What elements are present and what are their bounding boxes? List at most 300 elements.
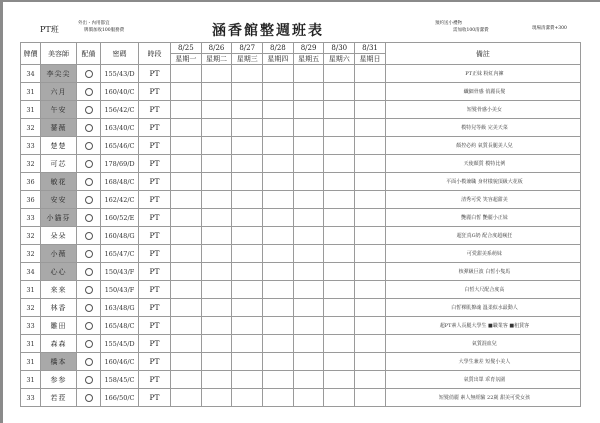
price-cell: 32: [21, 155, 41, 173]
price-cell: 33: [21, 209, 41, 227]
day-cell-sat[interactable]: [324, 173, 355, 191]
notes-cell: 超PT素人長腿大學生 ■職業客 ■租賃客: [385, 317, 580, 335]
day-cell-tue[interactable]: [201, 65, 232, 83]
stylist-name-cell: 六月: [41, 83, 77, 101]
day-cell-sun[interactable]: [355, 155, 386, 173]
day-cell-tue[interactable]: [201, 335, 232, 353]
day-cell-sat[interactable]: [324, 101, 355, 119]
day-cell-sun[interactable]: [355, 245, 386, 263]
equipment-cell: [77, 263, 101, 281]
day-cell-sun[interactable]: [355, 353, 386, 371]
price-cell: 31: [21, 353, 41, 371]
day-cell-sat[interactable]: [324, 317, 355, 335]
code-cell: 178/69/D: [101, 155, 139, 173]
day-cell-mon[interactable]: [171, 245, 202, 263]
day-cell-wed[interactable]: [232, 353, 263, 371]
timeslot-cell: PT: [139, 65, 171, 83]
day-cell-sat[interactable]: [324, 137, 355, 155]
stylist-name-cell: 楚楚: [41, 137, 77, 155]
table-row: [21, 191, 581, 209]
day-cell-fri[interactable]: [293, 65, 324, 83]
table-row: [21, 299, 581, 317]
day-cell-fri[interactable]: [293, 155, 324, 173]
day-cell-wed[interactable]: [232, 65, 263, 83]
timeslot-cell: PT: [139, 371, 171, 389]
table-row: [21, 137, 581, 155]
col-header-date: 8/31: [355, 43, 386, 54]
price-cell: 31: [21, 335, 41, 353]
notes-cell: 顏控必約 氣質長腿美人兒: [385, 137, 580, 155]
circle-icon: [85, 232, 93, 240]
col-header-code: 密碼: [101, 43, 139, 65]
circle-icon: [85, 124, 93, 132]
day-cell-thu[interactable]: [263, 209, 294, 227]
day-cell-tue[interactable]: [201, 317, 232, 335]
table-row: [21, 353, 581, 371]
day-cell-mon[interactable]: [171, 65, 202, 83]
price-cell: 34: [21, 65, 41, 83]
service-note-line1: 外出・內用都宜: [78, 21, 110, 26]
timeslot-cell: PT: [139, 245, 171, 263]
col-header-weekday: 星期六: [324, 54, 355, 65]
code-cell: 160/52/E: [101, 209, 139, 227]
day-cell-mon[interactable]: [171, 83, 202, 101]
day-cell-sun[interactable]: [355, 209, 386, 227]
day-cell-sun[interactable]: [355, 299, 386, 317]
day-cell-mon[interactable]: [171, 137, 202, 155]
equipment-cell: [77, 209, 101, 227]
day-cell-thu[interactable]: [263, 173, 294, 191]
equipment-cell: [77, 191, 101, 209]
timeslot-cell: PT: [139, 227, 171, 245]
table-row: [21, 65, 581, 83]
notes-cell: 平面小模兼職 身材樣貌頂級大花板: [385, 173, 580, 191]
day-cell-thu[interactable]: [263, 335, 294, 353]
col-header-date: 8/28: [263, 43, 294, 54]
col-header-notes: 備註: [385, 43, 580, 65]
day-cell-tue[interactable]: [201, 83, 232, 101]
price-cell: 32: [21, 299, 41, 317]
circle-icon: [85, 322, 93, 330]
day-cell-sun[interactable]: [355, 191, 386, 209]
day-cell-mon[interactable]: [171, 335, 202, 353]
circle-icon: [85, 160, 93, 168]
table-row: [21, 173, 581, 191]
table-row: [21, 335, 581, 353]
day-cell-thu[interactable]: [263, 191, 294, 209]
table-row: [21, 101, 581, 119]
code-cell: 160/46/C: [101, 353, 139, 371]
day-cell-sat[interactable]: [324, 263, 355, 281]
price-cell: 32: [21, 245, 41, 263]
page-left-border: [0, 0, 3, 423]
stylist-name-cell: 安安: [41, 191, 77, 209]
stylist-name-cell: 李尖尖: [41, 65, 77, 83]
price-cell: 32: [21, 227, 41, 245]
day-cell-wed[interactable]: [232, 119, 263, 137]
stylist-name-cell: 午安: [41, 101, 77, 119]
day-cell-sun[interactable]: [355, 281, 386, 299]
day-cell-thu[interactable]: [263, 227, 294, 245]
day-cell-wed[interactable]: [232, 137, 263, 155]
timeslot-cell: PT: [139, 83, 171, 101]
stylist-name-cell: 雛田: [41, 317, 77, 335]
day-cell-thu[interactable]: [263, 371, 294, 389]
notes-cell: 短髮骨感小美女: [385, 101, 580, 119]
day-cell-thu[interactable]: [263, 353, 294, 371]
notes-cell: 短髮俏麗 素人無經驗 22歲 甜美可愛女孩: [385, 389, 580, 407]
code-cell: 166/50/C: [101, 389, 139, 407]
day-cell-mon[interactable]: [171, 371, 202, 389]
col-header-weekday: 星期五: [293, 54, 324, 65]
col-header-date: 8/27: [232, 43, 263, 54]
code-cell: 150/43/F: [101, 281, 139, 299]
day-cell-wed[interactable]: [232, 299, 263, 317]
price-cell: 31: [21, 281, 41, 299]
day-cell-wed[interactable]: [232, 371, 263, 389]
day-cell-thu[interactable]: [263, 101, 294, 119]
notes-cell: 艷麗白皙 艷麗小正妹: [385, 209, 580, 227]
table-row: [21, 83, 581, 101]
notes-cell: 白皙裸肌撩魂 溫柔似水最動人: [385, 299, 580, 317]
day-cell-fri[interactable]: [293, 371, 324, 389]
day-cell-mon[interactable]: [171, 209, 202, 227]
equipment-cell: [77, 101, 101, 119]
day-cell-sat[interactable]: [324, 299, 355, 317]
day-cell-mon[interactable]: [171, 101, 202, 119]
price-cell: 32: [21, 119, 41, 137]
equipment-cell: [77, 227, 101, 245]
day-cell-mon[interactable]: [171, 227, 202, 245]
notes-cell: 模特兒等級 完美天菜: [385, 119, 580, 137]
timeslot-cell: PT: [139, 335, 171, 353]
stylist-name-cell: 小貓芬: [41, 209, 77, 227]
day-cell-thu[interactable]: [263, 65, 294, 83]
timeslot-cell: PT: [139, 155, 171, 173]
equipment-cell: [77, 389, 101, 407]
code-cell: 156/42/C: [101, 101, 139, 119]
day-cell-sat[interactable]: [324, 227, 355, 245]
day-cell-mon[interactable]: [171, 173, 202, 191]
day-cell-sun[interactable]: [355, 83, 386, 101]
day-cell-wed[interactable]: [232, 263, 263, 281]
equipment-cell: [77, 173, 101, 191]
day-cell-fri[interactable]: [293, 245, 324, 263]
day-cell-thu[interactable]: [263, 155, 294, 173]
col-header-price: 牌價: [21, 43, 41, 65]
day-cell-sun[interactable]: [355, 173, 386, 191]
day-cell-thu[interactable]: [263, 389, 294, 407]
equipment-cell: [77, 65, 101, 83]
day-cell-fri[interactable]: [293, 209, 324, 227]
day-cell-mon[interactable]: [171, 317, 202, 335]
service-note-line2: 牌價加收100服務費: [84, 28, 125, 33]
code-cell: 150/43/F: [101, 263, 139, 281]
day-cell-wed[interactable]: [232, 83, 263, 101]
day-cell-wed[interactable]: [232, 317, 263, 335]
col-header-weekday: 星期一: [171, 54, 202, 65]
day-cell-fri[interactable]: [293, 281, 324, 299]
day-cell-sun[interactable]: [355, 137, 386, 155]
code-cell: 168/48/C: [101, 173, 139, 191]
table-header: [21, 43, 581, 65]
day-cell-tue[interactable]: [201, 281, 232, 299]
day-cell-sat[interactable]: [324, 209, 355, 227]
price-cell: 31: [21, 371, 41, 389]
day-cell-sat[interactable]: [324, 371, 355, 389]
notes-cell: 白皙大尺配合度高: [385, 281, 580, 299]
price-cell: 34: [21, 263, 41, 281]
col-header-weekday: 星期四: [263, 54, 294, 65]
table-row: [21, 227, 581, 245]
day-cell-tue[interactable]: [201, 173, 232, 191]
day-cell-tue[interactable]: [201, 299, 232, 317]
day-cell-thu[interactable]: [263, 119, 294, 137]
day-cell-wed[interactable]: [232, 227, 263, 245]
code-cell: 158/45/C: [101, 371, 139, 389]
day-cell-sat[interactable]: [324, 83, 355, 101]
day-cell-fri[interactable]: [293, 335, 324, 353]
day-cell-tue[interactable]: [201, 191, 232, 209]
col-header-date: 8/29: [293, 43, 324, 54]
equipment-cell: [77, 137, 101, 155]
day-cell-tue[interactable]: [201, 245, 232, 263]
day-cell-thu[interactable]: [263, 245, 294, 263]
table-row: [21, 371, 581, 389]
equipment-cell: [77, 281, 101, 299]
day-cell-wed[interactable]: [232, 101, 263, 119]
day-cell-sun[interactable]: [355, 65, 386, 83]
price-cell: 36: [21, 173, 41, 191]
equipment-cell: [77, 335, 101, 353]
day-cell-thu[interactable]: [263, 263, 294, 281]
timeslot-cell: PT: [139, 191, 171, 209]
notes-cell: 纖細骨感 俏麗長髮: [385, 83, 580, 101]
circle-icon: [85, 250, 93, 258]
page-top-border: [0, 0, 600, 2]
price-cell: 33: [21, 137, 41, 155]
day-cell-thu[interactable]: [263, 299, 294, 317]
day-cell-sat[interactable]: [324, 389, 355, 407]
timeslot-cell: PT: [139, 137, 171, 155]
day-cell-thu[interactable]: [263, 83, 294, 101]
table-row: [21, 119, 581, 137]
col-header-date: 8/30: [324, 43, 355, 54]
equipment-cell: [77, 155, 101, 173]
day-cell-sun[interactable]: [355, 227, 386, 245]
equipment-cell: [77, 371, 101, 389]
code-cell: 160/48/G: [101, 227, 139, 245]
notes-cell: 氣質出眾 乖育氛圍: [385, 371, 580, 389]
day-cell-sun[interactable]: [355, 263, 386, 281]
day-cell-sat[interactable]: [324, 65, 355, 83]
day-cell-fri[interactable]: [293, 317, 324, 335]
day-cell-tue[interactable]: [201, 389, 232, 407]
timeslot-cell: PT: [139, 299, 171, 317]
code-cell: 163/48/G: [101, 299, 139, 317]
circle-icon: [85, 196, 93, 204]
code-cell: 163/40/C: [101, 119, 139, 137]
day-cell-wed[interactable]: [232, 173, 263, 191]
day-cell-mon[interactable]: [171, 281, 202, 299]
price-cell: 36: [21, 191, 41, 209]
col-header-weekday: 星期日: [355, 54, 386, 65]
notes-cell: 清秀可愛 笑容超甜美: [385, 191, 580, 209]
day-cell-fri[interactable]: [293, 389, 324, 407]
day-cell-sun[interactable]: [355, 389, 386, 407]
day-cell-sat[interactable]: [324, 155, 355, 173]
price-cell: 33: [21, 389, 41, 407]
col-header-date: 8/25: [171, 43, 202, 54]
day-cell-thu[interactable]: [263, 317, 294, 335]
day-cell-sat[interactable]: [324, 335, 355, 353]
equipment-cell: [77, 353, 101, 371]
day-cell-tue[interactable]: [201, 227, 232, 245]
stylist-name-cell: 橋本: [41, 353, 77, 371]
day-cell-tue[interactable]: [201, 353, 232, 371]
day-cell-mon[interactable]: [171, 155, 202, 173]
day-cell-sat[interactable]: [324, 353, 355, 371]
timeslot-cell: PT: [139, 263, 171, 281]
stylist-name-cell: 敏花: [41, 173, 77, 191]
stylist-name-cell: 小薇: [41, 245, 77, 263]
day-cell-tue[interactable]: [201, 209, 232, 227]
stylist-name-cell: 心心: [41, 263, 77, 281]
day-cell-fri[interactable]: [293, 137, 324, 155]
table-row: [21, 317, 581, 335]
circle-icon: [85, 394, 93, 402]
day-cell-wed[interactable]: [232, 209, 263, 227]
circle-icon: [85, 178, 93, 186]
stylist-name-cell: 朵朵: [41, 227, 77, 245]
equipment-cell: [77, 83, 101, 101]
day-cell-fri[interactable]: [293, 119, 324, 137]
weekly-schedule-table: [20, 42, 581, 407]
col-header-date: 8/26: [201, 43, 232, 54]
notes-cell: 天使顏質 模特比例: [385, 155, 580, 173]
stylist-name-cell: 参参: [41, 371, 77, 389]
circle-icon: [85, 142, 93, 150]
code-cell: 162/42/C: [101, 191, 139, 209]
day-cell-fri[interactable]: [293, 191, 324, 209]
page-title: 涵香館整週班表: [212, 23, 324, 39]
table-row: [21, 281, 581, 299]
day-cell-fri[interactable]: [293, 101, 324, 119]
notes-cell: PT正妹 粉紅內褲: [385, 65, 580, 83]
onsite-fee-note: 現場清潔費+300: [532, 26, 567, 31]
day-cell-thu[interactable]: [263, 281, 294, 299]
price-cell: 31: [21, 83, 41, 101]
timeslot-cell: PT: [139, 209, 171, 227]
circle-icon: [85, 106, 93, 114]
day-cell-sat[interactable]: [324, 281, 355, 299]
service-note: [78, 20, 124, 34]
code-cell: 155/45/D: [101, 335, 139, 353]
day-cell-fri[interactable]: [293, 353, 324, 371]
stylist-name-cell: 林香: [41, 299, 77, 317]
day-cell-tue[interactable]: [201, 101, 232, 119]
day-cell-mon[interactable]: [171, 191, 202, 209]
code-cell: 155/43/D: [101, 65, 139, 83]
day-cell-sun[interactable]: [355, 335, 386, 353]
col-header-timeslot: 時段: [139, 43, 171, 65]
day-cell-mon[interactable]: [171, 389, 202, 407]
circle-icon: [85, 358, 93, 366]
day-cell-fri[interactable]: [293, 263, 324, 281]
notes-cell: 大學生兼差 短髮小美人: [385, 353, 580, 371]
table-row: [21, 389, 581, 407]
stylist-name-cell: 可芯: [41, 155, 77, 173]
circle-icon: [85, 340, 93, 348]
timeslot-cell: PT: [139, 101, 171, 119]
day-cell-wed[interactable]: [232, 245, 263, 263]
code-cell: 160/40/C: [101, 83, 139, 101]
code-cell: 165/46/C: [101, 137, 139, 155]
booking-note-line1: 預約送小禮物: [435, 21, 462, 26]
notes-cell: 氣質混血兒: [385, 335, 580, 353]
col-header-stylist: 美容師: [41, 43, 77, 65]
col-header-weekday: 星期三: [232, 54, 263, 65]
day-cell-mon[interactable]: [171, 263, 202, 281]
day-cell-mon[interactable]: [171, 119, 202, 137]
day-cell-fri[interactable]: [293, 299, 324, 317]
day-cell-sun[interactable]: [355, 371, 386, 389]
table-row: [21, 263, 581, 281]
code-cell: 165/48/C: [101, 317, 139, 335]
day-cell-wed[interactable]: [232, 281, 263, 299]
day-cell-sun[interactable]: [355, 119, 386, 137]
timeslot-cell: PT: [139, 281, 171, 299]
day-cell-fri[interactable]: [293, 83, 324, 101]
table-row: [21, 209, 581, 227]
col-header-equipment: 配備: [77, 43, 101, 65]
day-cell-tue[interactable]: [201, 371, 232, 389]
day-cell-sat[interactable]: [324, 191, 355, 209]
class-label: PT班: [40, 25, 59, 34]
day-cell-tue[interactable]: [201, 155, 232, 173]
price-cell: 31: [21, 101, 41, 119]
booking-note-line2: 需加收100清潔費: [453, 28, 489, 33]
table-body: [21, 65, 581, 407]
day-cell-fri[interactable]: [293, 227, 324, 245]
notes-cell: 可愛甜美系萌妹: [385, 245, 580, 263]
day-cell-fri[interactable]: [293, 173, 324, 191]
day-cell-mon[interactable]: [171, 299, 202, 317]
day-cell-thu[interactable]: [263, 137, 294, 155]
code-cell: 165/47/C: [101, 245, 139, 263]
day-cell-sun[interactable]: [355, 101, 386, 119]
day-cell-wed[interactable]: [232, 155, 263, 173]
circle-icon: [85, 214, 93, 222]
day-cell-mon[interactable]: [171, 353, 202, 371]
day-cell-tue[interactable]: [201, 137, 232, 155]
day-cell-sat[interactable]: [324, 245, 355, 263]
day-cell-tue[interactable]: [201, 119, 232, 137]
day-cell-sun[interactable]: [355, 317, 386, 335]
timeslot-cell: PT: [139, 389, 171, 407]
day-cell-wed[interactable]: [232, 389, 263, 407]
day-cell-wed[interactable]: [232, 335, 263, 353]
equipment-cell: [77, 119, 101, 137]
circle-icon: [85, 376, 93, 384]
circle-icon: [85, 268, 93, 276]
day-cell-sat[interactable]: [324, 119, 355, 137]
col-header-weekday: 星期二: [201, 54, 232, 65]
table-row: [21, 155, 581, 173]
day-cell-tue[interactable]: [201, 263, 232, 281]
day-cell-wed[interactable]: [232, 191, 263, 209]
timeslot-cell: PT: [139, 353, 171, 371]
